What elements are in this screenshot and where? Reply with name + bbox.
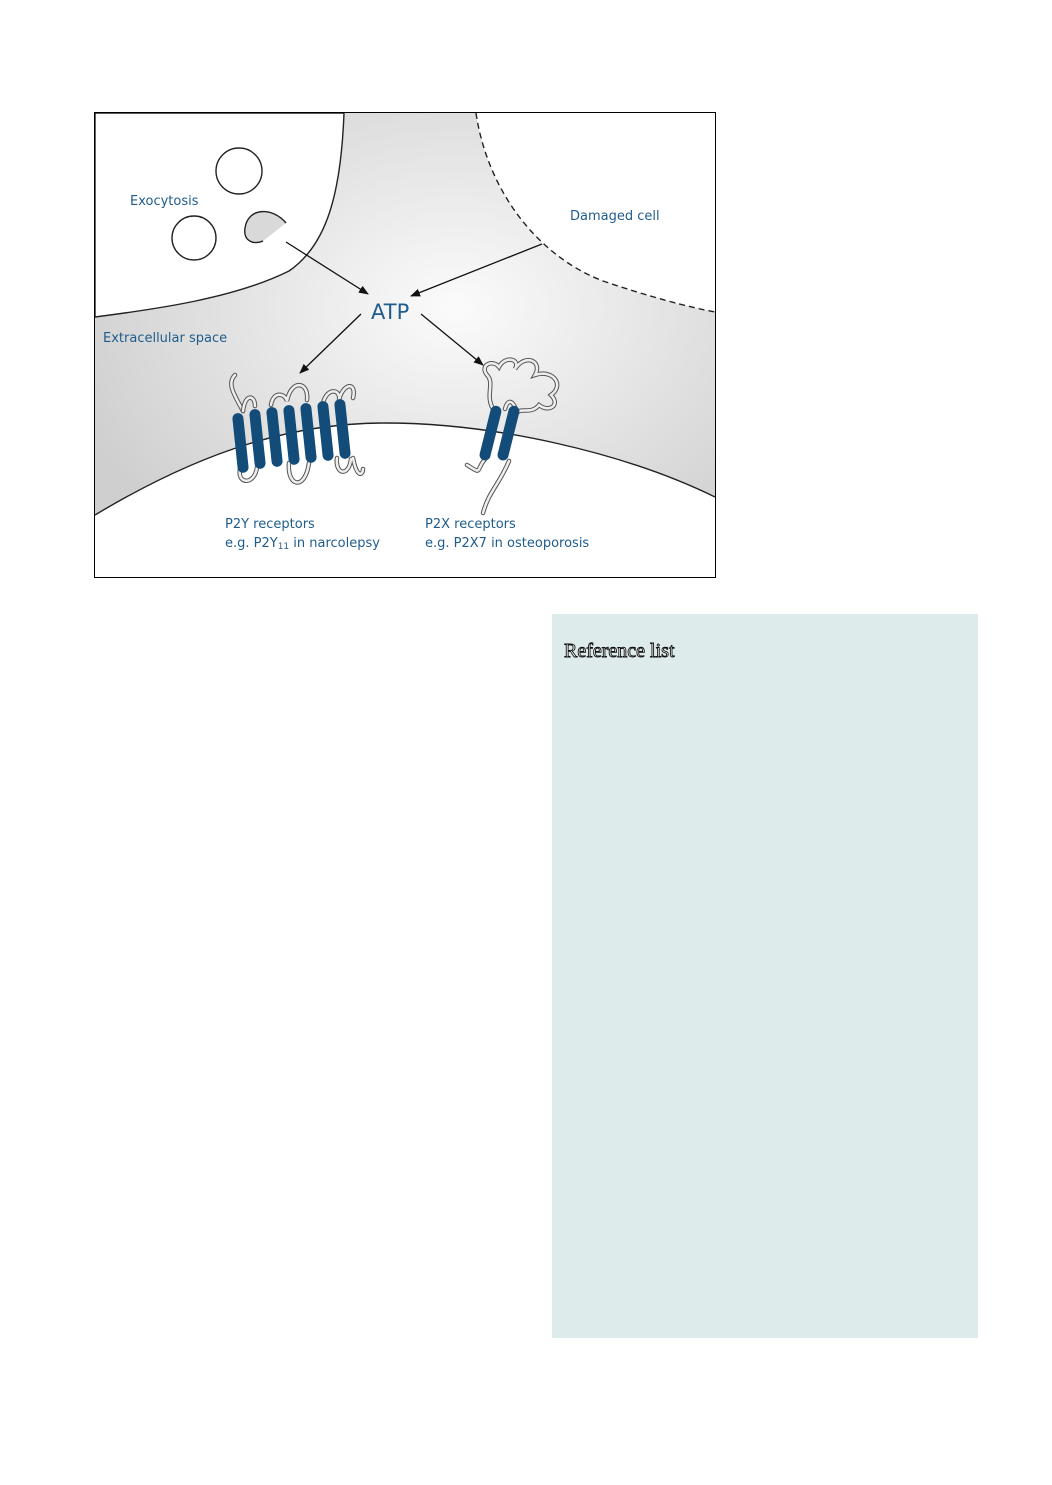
vesicle [216,148,262,194]
reference-list-title: Reference list [564,640,675,662]
extracellular-space-label: Extracellular space [103,331,228,346]
p2y-example-subscript: 11 [277,542,290,552]
p2y-title-label: P2Y receptors [225,517,315,532]
exocytosis-label: Exocytosis [130,194,199,209]
atp-signaling-diagram [94,112,716,578]
p2x-title-label: P2X receptors [425,517,516,532]
damaged-cell-label: Damaged cell [570,209,660,224]
vesicle [172,216,216,260]
atp-label: ATP [371,300,410,324]
p2y-example-label [225,534,380,553]
p2y-example-suffix: in narcolepsy [289,536,380,551]
reference-list-panel [552,614,978,1338]
p2y-example-prefix: e.g. P2Y [225,536,278,551]
p2x-example-label: e.g. P2X7 in osteoporosis [425,536,590,551]
